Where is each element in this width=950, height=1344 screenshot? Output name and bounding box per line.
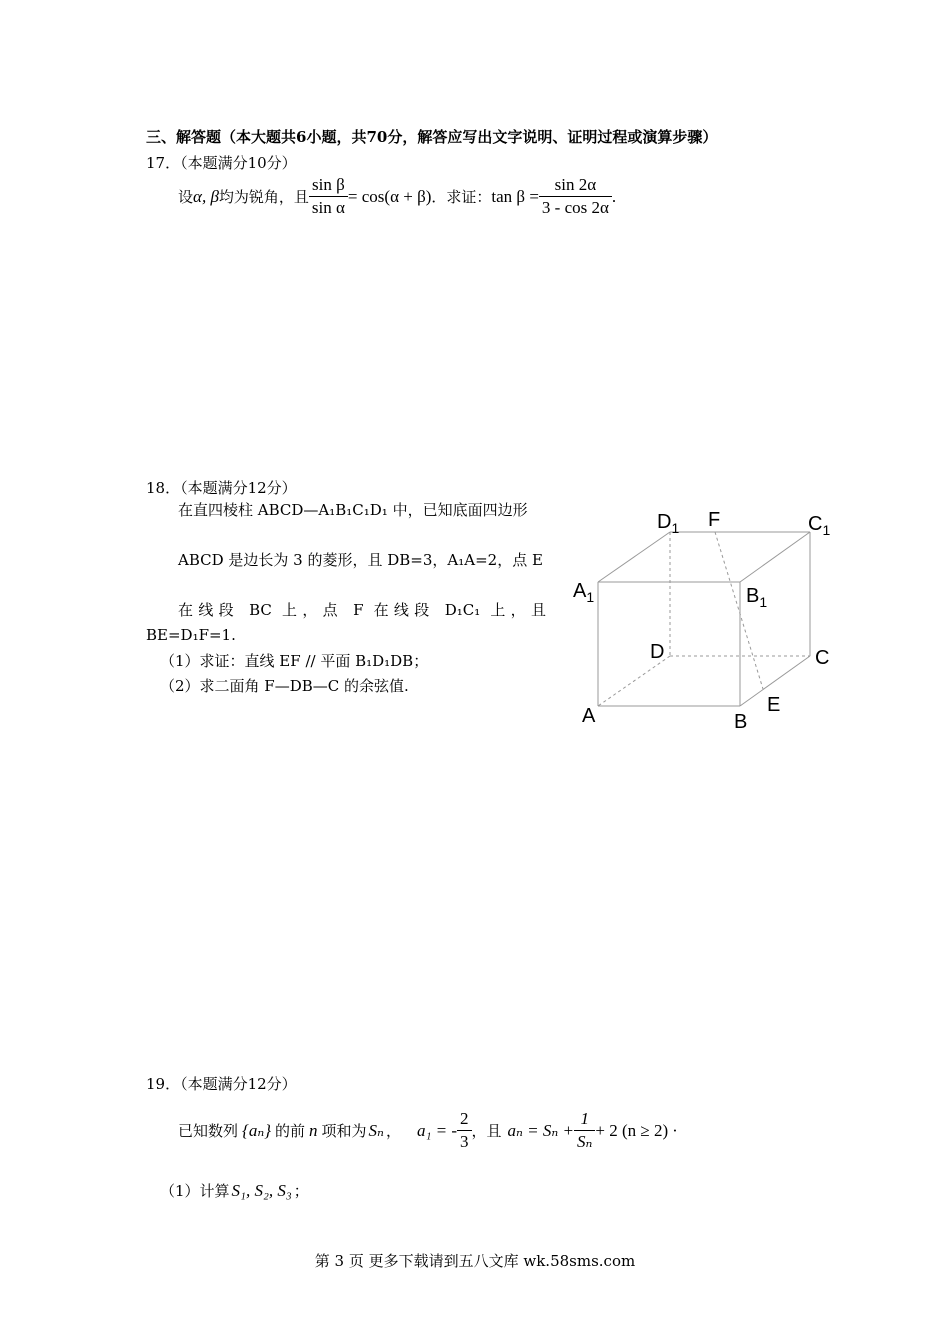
q19-and: ，且 <box>471 1122 502 1140</box>
q17-end: . <box>611 186 617 206</box>
q19-frac2-num: 1 <box>574 1108 595 1131</box>
q17-eq1: = cos(α + β) <box>347 186 432 206</box>
q17-header: 17．（本题满分10分） <box>146 154 297 172</box>
label-f: F <box>708 509 721 531</box>
q19-part1-math: S₁, S₂, S₃ <box>231 1180 292 1200</box>
q17-statement <box>178 174 616 219</box>
q19-frac1-num: 2 <box>457 1108 472 1131</box>
edge-c1-b1 <box>740 532 810 582</box>
q17-fraction-2 <box>539 174 612 219</box>
q17-frac1-den: sin α <box>311 198 345 217</box>
q19-n: n <box>309 1120 318 1140</box>
q18-line1: 在直四棱柱 ABCD—A₁B₁C₁D₁ 中，已知底面四边形 <box>178 501 528 519</box>
q17-frac2-num: sin 2α <box>539 174 612 197</box>
q19-part1-end: ； <box>293 1182 309 1200</box>
q17-vars: α, β <box>193 186 219 206</box>
q19-fraction-2 <box>574 1108 595 1153</box>
q19-part1-pre: （1）计算 <box>160 1182 230 1200</box>
q19-mid2: 项和为 <box>321 1122 367 1140</box>
q19-end: · <box>672 1120 678 1140</box>
q18-part2: （2）求二面角 F—DB—C 的余弦值. <box>160 677 409 695</box>
q19-mid: 的前 <box>275 1122 306 1140</box>
q17-fraction-1 <box>309 174 348 219</box>
label-b: B <box>734 711 748 733</box>
q19-seq: {aₙ} <box>242 1120 272 1140</box>
prism-figure <box>560 500 850 740</box>
edge-d1-a1 <box>598 532 670 582</box>
q19-header: 19．（本题满分12分） <box>146 1075 297 1093</box>
label-e: E <box>767 694 781 716</box>
q19-an-eq: aₙ = Sₙ + <box>507 1120 574 1140</box>
label-c: C <box>815 647 830 669</box>
q19-comma: ， <box>385 1122 401 1140</box>
q19-tail: + 2 (n ≥ 2) <box>595 1120 669 1140</box>
page-footer: 第 3 页 更多下载请到五八文库 wk.58sms.com <box>314 1252 636 1270</box>
label-a1: $A_1$ <box>573 580 595 605</box>
q19-fraction-1 <box>457 1108 472 1153</box>
label-a: A <box>582 705 596 727</box>
q18-line3: 在线段 BC 上，点 F 在线段 D₁C₁ 上，且 BE=D₁F=1. <box>146 601 546 644</box>
label-b1: $B_1$ <box>746 585 768 610</box>
q18-line2: ABCD 是边长为 3 的菱形，且 DB=3，A₁A=2，点 E <box>178 551 543 569</box>
q19-pre: 已知数列 <box>178 1122 239 1140</box>
q17-frac2-den: 3 - cos 2α <box>541 198 609 217</box>
q17-prove: ．求证： <box>431 188 492 206</box>
q17-frac1-num: sin β <box>309 174 348 197</box>
q17-tan: tan β = <box>491 186 539 206</box>
label-d1: $D_1$ <box>657 511 680 536</box>
hidden-edge-d-a <box>598 656 670 706</box>
q19-frac2-den: Sₙ <box>577 1132 593 1151</box>
q19-frac1-den: 3 <box>460 1132 469 1151</box>
segment-ef <box>715 532 763 689</box>
q19-a1: a₁ = - <box>416 1120 457 1140</box>
q19-statement <box>178 1108 678 1153</box>
q18-part1: （1）求证：直线 EF // 平面 B₁D₁DB； <box>160 652 429 670</box>
q17-pre: 设 <box>178 188 194 206</box>
q17-mid: 均为锐角，且 <box>218 188 309 206</box>
label-c1: $C_1$ <box>808 513 831 538</box>
label-d: D <box>650 641 665 663</box>
q19-part1 <box>160 1180 309 1201</box>
section-title: 三、解答题（本大题共6小题，共70分，解答应写出文字说明、证明过程或演算步骤） <box>146 128 718 146</box>
q19-sn: Sₙ <box>368 1120 384 1140</box>
q18-header: 18．（本题满分12分） <box>146 479 297 497</box>
